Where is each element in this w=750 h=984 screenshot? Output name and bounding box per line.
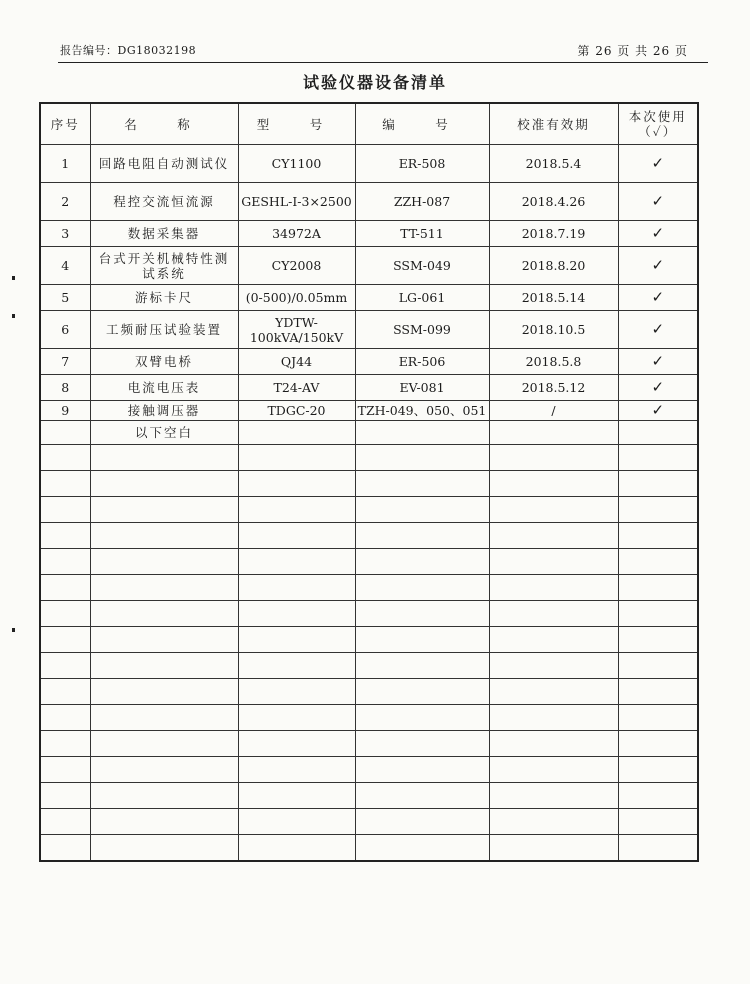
cell-valid: 2018.5.8 — [489, 349, 618, 375]
cell-name: 台式开关机械特性测试系统 — [90, 247, 238, 285]
blank-cell — [618, 731, 698, 757]
cell-no: 4 — [40, 247, 90, 285]
cell-name: 以下空白 — [90, 421, 238, 445]
blank-row — [40, 549, 698, 575]
blank-cell — [618, 679, 698, 705]
blank-cell — [489, 809, 618, 835]
col-header-valid: 校准有效期 — [489, 103, 618, 145]
blank-cell — [90, 601, 238, 627]
binding-mark — [12, 628, 15, 632]
cell-name: 数据采集器 — [90, 221, 238, 247]
blank-cell — [40, 497, 90, 523]
cell-code: TZH-049、050、051 — [355, 401, 489, 421]
cell-name: 游标卡尺 — [90, 285, 238, 311]
blank-cell — [90, 653, 238, 679]
blank-row — [40, 731, 698, 757]
cell-name: 回路电阻自动测试仪 — [90, 145, 238, 183]
table-row — [40, 401, 698, 421]
blank-cell — [40, 523, 90, 549]
cell-code: SSM-049 — [355, 247, 489, 285]
blank-cell — [489, 497, 618, 523]
cell-used: ✓ — [618, 285, 698, 311]
blank-cell — [355, 627, 489, 653]
blank-row — [40, 757, 698, 783]
blank-cell — [355, 575, 489, 601]
cell-used: ✓ — [618, 221, 698, 247]
blank-cell — [618, 705, 698, 731]
blank-cell — [618, 471, 698, 497]
blank-cell — [618, 653, 698, 679]
table-row — [40, 247, 698, 285]
table-row — [40, 285, 698, 311]
blank-cell — [489, 679, 618, 705]
blank-cell — [238, 445, 355, 471]
blank-row — [40, 705, 698, 731]
blank-cell — [40, 757, 90, 783]
cell-no: 3 — [40, 221, 90, 247]
cell-name: 双臂电桥 — [90, 349, 238, 375]
cell-model: CY2008 — [238, 247, 355, 285]
blank-cell — [238, 783, 355, 809]
blank-cell — [90, 835, 238, 861]
cell-code: TT-511 — [355, 221, 489, 247]
blank-cell — [238, 549, 355, 575]
blank-cell — [489, 471, 618, 497]
cell-no: 8 — [40, 375, 90, 401]
blank-cell — [40, 627, 90, 653]
blank-cell — [238, 523, 355, 549]
cell-valid: 2018.10.5 — [489, 311, 618, 349]
blank-cell — [489, 627, 618, 653]
cell-model: CY1100 — [238, 145, 355, 183]
cell-used: ✓ — [618, 311, 698, 349]
blank-cell — [489, 783, 618, 809]
blank-row — [40, 445, 698, 471]
blank-cell — [40, 549, 90, 575]
blank-cell — [489, 601, 618, 627]
table-row — [40, 311, 698, 349]
blank-row — [40, 523, 698, 549]
cell-name: 接触调压器 — [90, 401, 238, 421]
blank-cell — [489, 575, 618, 601]
blank-cell — [489, 445, 618, 471]
binding-mark — [12, 314, 15, 318]
blank-cell — [355, 835, 489, 861]
cell-no: 5 — [40, 285, 90, 311]
blank-cell — [618, 757, 698, 783]
cell-model: 34972A — [238, 221, 355, 247]
blank-cell — [238, 809, 355, 835]
blank-cell — [355, 445, 489, 471]
cell-model: YDTW-100kVA/150kV — [238, 311, 355, 349]
blank-row — [40, 835, 698, 861]
table-row — [40, 349, 698, 375]
blank-cell — [90, 523, 238, 549]
cell-name: 工频耐压试验装置 — [90, 311, 238, 349]
cell-model — [238, 421, 355, 445]
blank-cell — [90, 705, 238, 731]
report-number: 报告编号：DG18032198 — [60, 44, 197, 57]
blank-row — [40, 575, 698, 601]
cell-model: (0-500)/0.05mm — [238, 285, 355, 311]
table-row — [40, 421, 698, 445]
blank-cell — [355, 471, 489, 497]
binding-mark — [12, 276, 15, 280]
blank-cell — [489, 523, 618, 549]
blank-cell — [90, 445, 238, 471]
col-header-code: 编 号 — [355, 103, 489, 145]
blank-cell — [90, 783, 238, 809]
cell-no: 7 — [40, 349, 90, 375]
blank-cell — [40, 445, 90, 471]
blank-cell — [618, 523, 698, 549]
cell-valid: 2018.4.26 — [489, 183, 618, 221]
blank-cell — [40, 653, 90, 679]
cell-used: ✓ — [618, 183, 698, 221]
blank-cell — [618, 549, 698, 575]
blank-cell — [355, 757, 489, 783]
blank-cell — [238, 627, 355, 653]
cell-code: SSM-099 — [355, 311, 489, 349]
cell-used: ✓ — [618, 145, 698, 183]
blank-cell — [355, 523, 489, 549]
blank-cell — [90, 627, 238, 653]
blank-cell — [238, 731, 355, 757]
blank-cell — [238, 835, 355, 861]
blank-row — [40, 627, 698, 653]
blank-cell — [355, 679, 489, 705]
blank-cell — [90, 809, 238, 835]
blank-cell — [355, 601, 489, 627]
blank-cell — [489, 653, 618, 679]
blank-cell — [90, 575, 238, 601]
blank-cell — [90, 757, 238, 783]
blank-cell — [618, 783, 698, 809]
cell-no: 6 — [40, 311, 90, 349]
cell-used — [618, 421, 698, 445]
blank-cell — [618, 601, 698, 627]
cell-valid: 2018.5.14 — [489, 285, 618, 311]
blank-cell — [618, 497, 698, 523]
equipment-table — [39, 102, 699, 862]
cell-valid: 2018.7.19 — [489, 221, 618, 247]
blank-cell — [489, 731, 618, 757]
blank-cell — [618, 445, 698, 471]
page-info: 第 26 页 共 26 页 — [577, 44, 688, 58]
blank-cell — [40, 601, 90, 627]
cell-valid: 2018.5.12 — [489, 375, 618, 401]
blank-cell — [489, 835, 618, 861]
blank-cell — [355, 497, 489, 523]
blank-row — [40, 679, 698, 705]
blank-cell — [40, 783, 90, 809]
blank-cell — [238, 601, 355, 627]
blank-cell — [489, 549, 618, 575]
col-header-name: 名 称 — [90, 103, 238, 145]
cell-no: 2 — [40, 183, 90, 221]
cell-code: EV-081 — [355, 375, 489, 401]
blank-cell — [238, 757, 355, 783]
cell-valid: 2018.8.20 — [489, 247, 618, 285]
cell-code: ER-506 — [355, 349, 489, 375]
cell-used: ✓ — [618, 247, 698, 285]
col-header-no: 序号 — [40, 103, 90, 145]
blank-cell — [618, 575, 698, 601]
table-header-row — [40, 103, 698, 145]
blank-cell — [355, 809, 489, 835]
cell-model: T24-AV — [238, 375, 355, 401]
cell-valid: 2018.5.4 — [489, 145, 618, 183]
blank-cell — [238, 471, 355, 497]
blank-cell — [90, 731, 238, 757]
table-row — [40, 221, 698, 247]
blank-cell — [355, 783, 489, 809]
table-row — [40, 145, 698, 183]
cell-code: LG-061 — [355, 285, 489, 311]
cell-code: ER-508 — [355, 145, 489, 183]
blank-cell — [489, 757, 618, 783]
blank-cell — [238, 679, 355, 705]
blank-cell — [90, 497, 238, 523]
blank-cell — [40, 705, 90, 731]
cell-name: 程控交流恒流源 — [90, 183, 238, 221]
blank-cell — [40, 731, 90, 757]
cell-no: 9 — [40, 401, 90, 421]
table-row — [40, 183, 698, 221]
blank-row — [40, 471, 698, 497]
blank-cell — [618, 809, 698, 835]
blank-cell — [618, 627, 698, 653]
blank-cell — [238, 705, 355, 731]
cell-used: ✓ — [618, 375, 698, 401]
blank-row — [40, 783, 698, 809]
blank-cell — [238, 575, 355, 601]
cell-model: GESHL-Ⅰ-3×2500 — [238, 183, 355, 221]
cell-code — [355, 421, 489, 445]
cell-no — [40, 421, 90, 445]
blank-cell — [90, 471, 238, 497]
cell-model: QJ44 — [238, 349, 355, 375]
blank-cell — [40, 809, 90, 835]
blank-cell — [355, 705, 489, 731]
blank-cell — [618, 835, 698, 861]
cell-name: 电流电压表 — [90, 375, 238, 401]
page-title: 试验仪器设备清单 — [302, 73, 447, 92]
blank-row — [40, 601, 698, 627]
cell-model: TDGC-20 — [238, 401, 355, 421]
col-header-used: 本次使用（✓） — [618, 103, 698, 145]
cell-used: ✓ — [618, 349, 698, 375]
cell-no: 1 — [40, 145, 90, 183]
blank-cell — [355, 731, 489, 757]
cell-code: ZZH-087 — [355, 183, 489, 221]
cell-valid: / — [489, 401, 618, 421]
table-body — [40, 145, 698, 861]
header-divider — [58, 62, 708, 63]
cell-valid — [489, 421, 618, 445]
blank-row — [40, 809, 698, 835]
blank-cell — [238, 497, 355, 523]
blank-cell — [40, 835, 90, 861]
blank-cell — [90, 679, 238, 705]
blank-cell — [355, 549, 489, 575]
blank-cell — [40, 575, 90, 601]
blank-cell — [489, 705, 618, 731]
blank-cell — [40, 679, 90, 705]
table-row — [40, 375, 698, 401]
blank-cell — [355, 653, 489, 679]
blank-cell — [90, 549, 238, 575]
col-header-model: 型 号 — [238, 103, 355, 145]
cell-used: ✓ — [618, 401, 698, 421]
blank-row — [40, 497, 698, 523]
blank-row — [40, 653, 698, 679]
blank-cell — [238, 653, 355, 679]
blank-cell — [40, 471, 90, 497]
